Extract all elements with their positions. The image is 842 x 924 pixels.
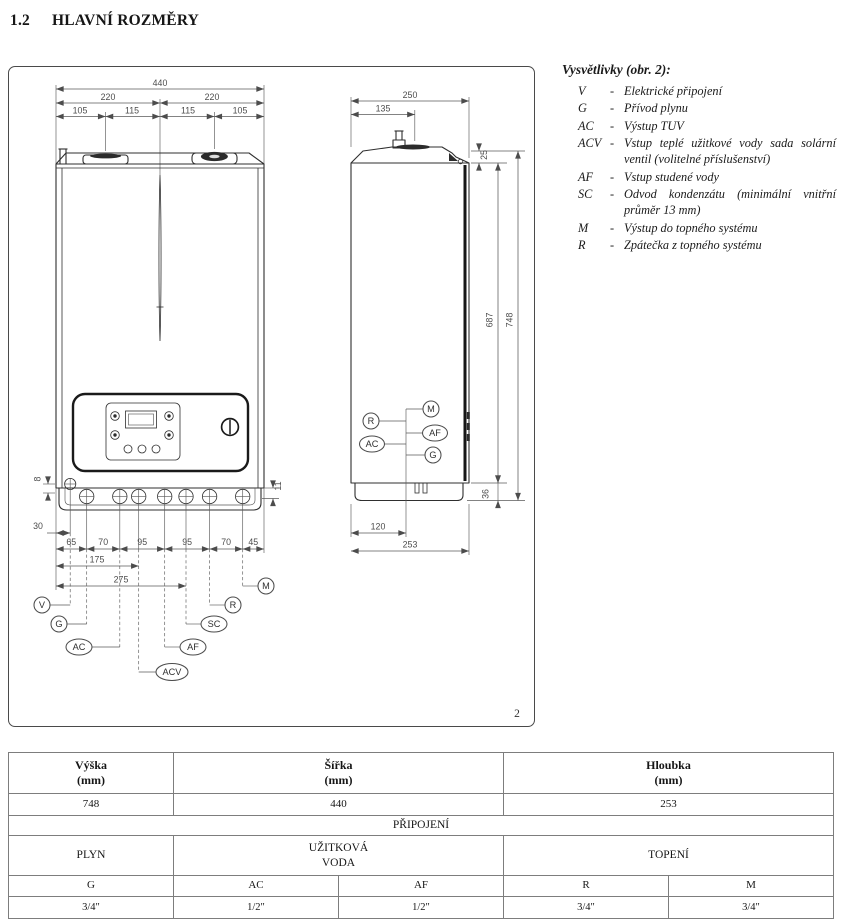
legend-code: ACV (578, 136, 602, 151)
legend-dash: - (610, 118, 615, 133)
legend-item-m (562, 220, 836, 236)
size-m: 3/4" (669, 897, 834, 919)
legend-text: Výstup do topného systému (624, 220, 758, 235)
legend-text: Odvod kondenzátu (minimální vnitřní průměr 13 mm) (624, 187, 836, 218)
dim-label-8: 8 (32, 476, 43, 482)
side-right-dimensions (467, 144, 525, 508)
legend-dash: - (610, 84, 615, 98)
section-heading (10, 12, 199, 30)
panel-knob (222, 419, 239, 436)
dim-label-748: 748 (504, 312, 515, 328)
side-callout-ac: AC (365, 439, 379, 449)
table-row-connection-sizes (9, 897, 834, 919)
side-view (351, 90, 525, 555)
legend-code: AF (578, 169, 594, 184)
dim-label-115-right: 115 (180, 105, 196, 116)
dim-label-120: 120 (370, 521, 386, 532)
code-af: AF (339, 876, 504, 897)
legend-text: Zpátečka z topného systému (624, 238, 762, 253)
legend-code: AC (578, 118, 594, 133)
dim-label-220-left: 220 (100, 92, 116, 102)
pipe-fittings (80, 489, 250, 503)
legend-code: SC (578, 187, 593, 202)
side-callout-af: AF (429, 428, 441, 438)
figure-frame (8, 66, 535, 727)
legend-item-af (562, 169, 836, 185)
legend-text: Vstup studené vody (624, 169, 719, 184)
front-callouts (34, 578, 274, 681)
legend (562, 62, 836, 254)
legend-dash: - (610, 169, 615, 184)
dim-label-175: 175 (89, 554, 105, 565)
group-topeni: TOPENÍ (504, 836, 834, 876)
dim-label-115-left: 115 (124, 105, 140, 116)
dimension-drawing (9, 67, 534, 726)
dimensions-table (8, 752, 834, 919)
figure-number: 2 (514, 708, 520, 720)
code-g: G (9, 876, 174, 897)
legend-dash: - (610, 187, 615, 202)
section-title: HLAVNÍ ROZMĚRY (51, 12, 200, 29)
code-m: M (669, 876, 834, 897)
legend-dash: - (610, 220, 615, 235)
side-callout-r: R (367, 416, 375, 426)
group-plyn: PLYN (9, 836, 174, 876)
front-bottom-dimensions (33, 488, 264, 590)
header-hloubka: Hloubka (mm) (504, 753, 834, 794)
front-top-extensions (56, 85, 264, 175)
chain-label-95b: 95 (182, 537, 192, 547)
dim-label-105-left: 105 (72, 105, 88, 116)
side-callouts (360, 401, 448, 537)
legend-code: V (578, 84, 586, 98)
legend-item-g (562, 100, 836, 116)
callout-g: G (55, 619, 63, 629)
front-view (33, 78, 284, 681)
callout-m: M (262, 581, 270, 591)
connection-title: PŘIPOJENÍ (9, 816, 834, 836)
size-af: 1/2" (339, 897, 504, 919)
value-sirka: 440 (174, 794, 504, 816)
value-hloubka: 253 (504, 794, 834, 816)
legend-text: Vstup teplé užitkové vody sada solární ventil (volitelné příslušenství) (624, 136, 836, 167)
legend-code: G (578, 101, 587, 116)
size-ac: 1/2" (174, 897, 339, 919)
group-uzitkova-voda: UŽITKOVÁ VODA (174, 836, 504, 876)
size-r: 3/4" (504, 897, 669, 919)
table-row-connection-codes (9, 876, 834, 897)
legend-text: Elektrické připojení (624, 84, 722, 98)
bottom-connections (56, 478, 264, 510)
legend-code: M (578, 220, 589, 235)
callout-sc: SC (207, 619, 221, 629)
legend-dash: - (610, 101, 615, 116)
legend-item-v (562, 83, 836, 99)
dim-label-25: 25 (479, 150, 489, 160)
header-vyska: Výška (mm) (9, 753, 174, 794)
dim-label-687: 687 (484, 312, 495, 328)
callout-ac: AC (72, 642, 86, 652)
legend-item-ac (562, 118, 836, 134)
side-callout-m: M (427, 404, 435, 414)
dim-label-275: 275 (113, 574, 129, 585)
legend-title: Vysvětlivky (obr. 2): (562, 62, 671, 77)
chain-label-70a: 70 (98, 537, 109, 547)
side-callout-g: G (429, 450, 437, 460)
code-r: R (504, 876, 669, 897)
table-row-connection-title (9, 816, 834, 836)
dim-label-105-right: 105 (232, 105, 248, 116)
table-row-size-headers (9, 753, 834, 794)
side-bottom-dimensions (351, 504, 469, 555)
code-ac: AC (174, 876, 339, 897)
chain-label-95a: 95 (137, 537, 148, 547)
dim-label-440: 440 (152, 78, 168, 88)
chain-label-70b: 70 (221, 537, 231, 547)
dim-label-135: 135 (375, 103, 391, 114)
legend-item-acv (562, 135, 836, 168)
callout-af: AF (187, 642, 199, 652)
table-row-size-values (9, 794, 834, 816)
legend-dash: - (610, 136, 615, 151)
legend-dash: - (610, 238, 615, 253)
dim-label-11: 11 (273, 481, 283, 491)
section-number: 1.2 (10, 12, 30, 29)
chain-label-45: 45 (248, 537, 259, 547)
header-sirka: Šířka (mm) (174, 753, 504, 794)
legend-item-r (562, 237, 836, 253)
callout-acv: ACV (162, 667, 182, 677)
table-row-connection-groups (9, 836, 834, 876)
dim-label-36: 36 (480, 489, 491, 499)
dim-label-220-right: 220 (204, 92, 220, 102)
legend-code: R (578, 238, 586, 253)
dim-label-253: 253 (402, 539, 418, 550)
callout-v: V (38, 600, 46, 610)
value-vyska: 748 (9, 794, 174, 816)
legend-item-sc (562, 186, 836, 219)
legend-text: Výstup TUV (624, 118, 684, 133)
chain-label-65: 65 (66, 537, 77, 547)
dim-label-30: 30 (33, 521, 43, 531)
callout-r: R (229, 600, 237, 610)
control-panel (73, 394, 248, 471)
size-g: 3/4" (9, 897, 174, 919)
dim-label-250: 250 (402, 90, 418, 100)
legend-text: Přívod plynu (624, 101, 688, 116)
